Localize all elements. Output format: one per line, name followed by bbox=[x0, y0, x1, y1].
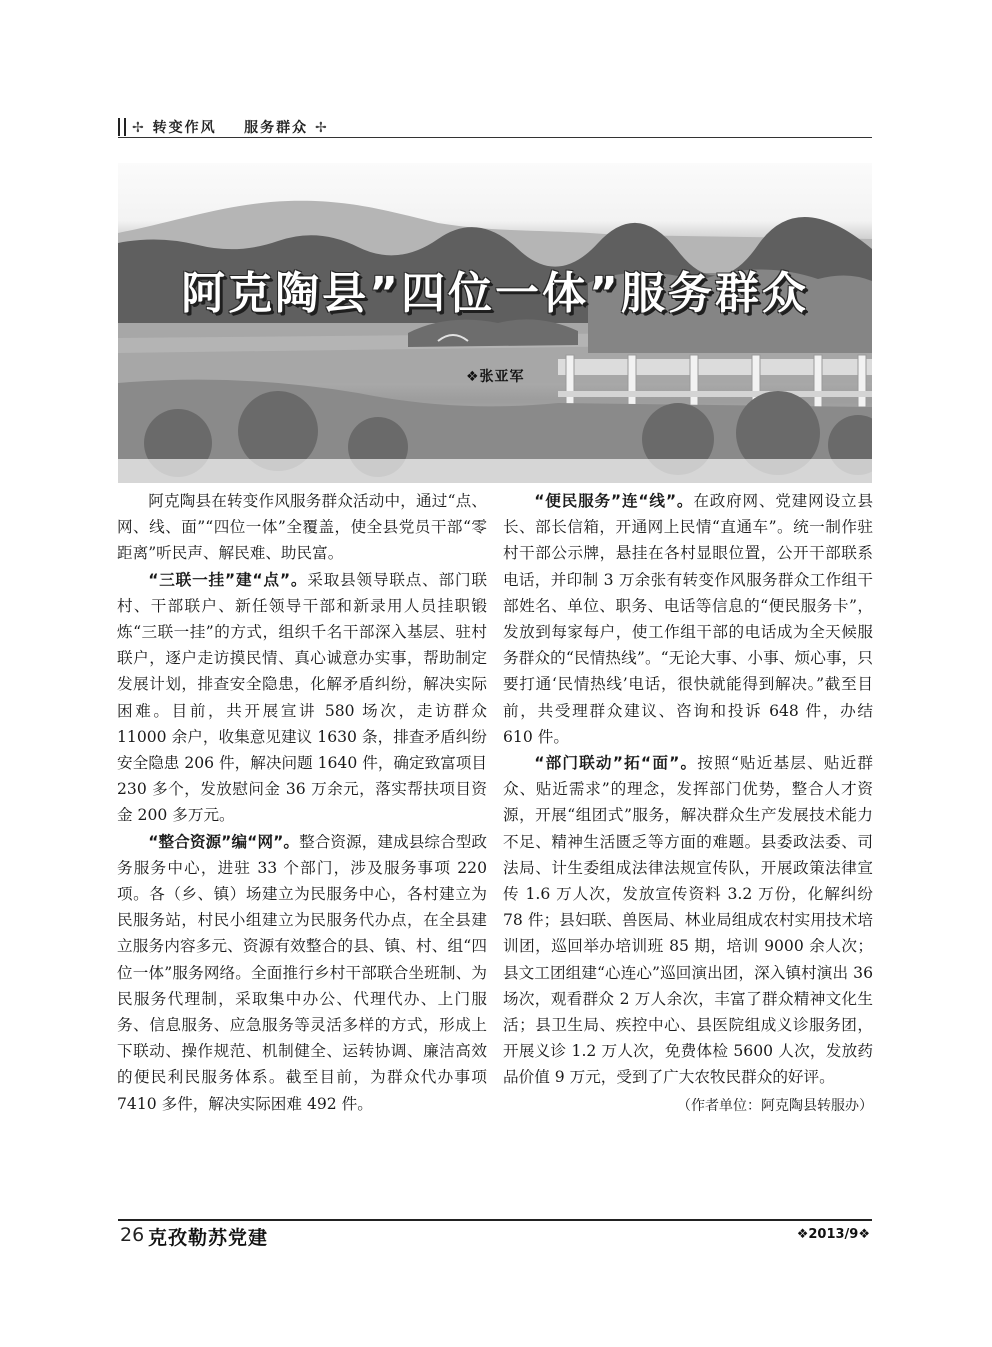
section-header bbox=[118, 117, 872, 139]
magazine-name: 克孜勒苏党建 bbox=[148, 1227, 269, 1249]
page-number: 26 bbox=[120, 1224, 145, 1246]
article-author: ❖张亚军 bbox=[466, 369, 525, 385]
article-title: 阿克陶县”四位一体”服务群众 bbox=[181, 268, 809, 319]
section-title-right: 服务群众 bbox=[244, 120, 309, 136]
ornament-icon: ✢ bbox=[314, 120, 329, 136]
paragraph: “三联一挂”建“点”。采取县领导联点、部门联村、干部联户、新任领导干部和新录用人员挂职锻炼“三联一挂”的方式，组织千名干部深入基层、驻村联户，逐户走访摸民情、真心诚意办实事，帮助制定发展计划，排查安全隐患，化解矛盾纠纷，解决实际困难。目前，共开展宣讲 580 场次，走访群众 11000 余户，收集意见建议 1630 条，排查矛盾纠纷安全隐患 206 件，解决问题 1640 件，确定致富项目 230 多个，发放慰问金 36 万余元，落实帮扶项目资金 200 多万元。 bbox=[117, 570, 487, 825]
header-bars-ornament bbox=[118, 118, 126, 136]
section-title-left: 转变作风 bbox=[152, 120, 217, 136]
paragraph-lead: “整合资源”编“网”。 bbox=[148, 832, 300, 851]
paragraph: “部门联动”拓“面”。按照“贴近基层、贴近群众、贴近需求”的理念，发挥部门优势，整合人才资源，开展“组团式”服务，解决群众生产发展技术能力不足、精神生活匮乏等方面的难题。县委政法委、司法局、计生委组成法律法规宣传队，开展政策法律宣传 1.6 万人次，发放宣传资料 3.2 万份，化解纠纷 78 件；县妇联、兽医局、林业局组成农村实用技术培训团，巡回举办培训班 85 期，培训 9000 余人次；县文工团组建“心连心”巡回演出团，深入镇村演出 36 场次，观看群众 2 万人余次，丰富了群众精神文化生活；县卫生局、疾控中心、县医院组成义诊服务团，开展义诊 1.2 万人次，免费体检 5600 人次，发放药品价值 9 万元，受到了广大农牧民群众的好评。 bbox=[503, 754, 873, 1087]
footer-rule bbox=[118, 1219, 872, 1221]
article-column-right bbox=[503, 488, 873, 1119]
header-rule bbox=[118, 137, 872, 138]
article-column-left bbox=[117, 488, 487, 1117]
landscape-photo bbox=[118, 163, 872, 483]
section-title bbox=[132, 117, 329, 137]
paragraph-lead: “部门联动”拓“面”。 bbox=[534, 754, 698, 773]
paragraph: “便民服务”连“线”。在政府网、党建网设立县长、部长信箱，开通网上民情“直通车”。统一制作驻村干部公示牌，悬挂在各村显眼位置，公开干部联系电话，并印制 3 万余张有转变作风服务群众工作组干部姓名、单位、职务、电话等信息的“便民服务卡”，发放到每家每户，使工作组干部的电话成为全天候服务群众的“民情热线”。“无论大事、小事、烦心事，只要打通‘民情热线’电话，很快就能得到解决。”截至目前，共受理群众建议、咨询和投诉 648 件，办结 610 件。 bbox=[503, 492, 873, 746]
page-footer bbox=[118, 1219, 872, 1251]
paragraph-lead: “三联一挂”建“点”。 bbox=[148, 570, 308, 589]
ornament-icon: ✢ bbox=[132, 120, 146, 136]
banner-image bbox=[118, 163, 872, 483]
issue-date: ❖2013/9❖ bbox=[796, 1227, 870, 1242]
paragraph-lead: “便民服务”连“线”。 bbox=[534, 492, 694, 510]
paragraph: “整合资源”编“网”。整合资源，建成县综合型政务服务中心，进驻 33 个部门，涉及服务事项 220 项。各（乡、镇）场建立为民服务中心，各村建立为民服务站，村民小组建立为民服务代办点，在全县建立服务内容多元、资源有效整合的县、镇、村、组“四位一体”服务网络。全面推行乡村干部联合坐班制、为民服务代理制，采取集中办公、代理代办、上门服务、信息服务、应急服务等灵活多样的方式，形成上下联动、操作规范、机制健全、运转协调、廉洁高效的便民利民服务体系。截至目前，为群众代办事项 7410 多件，解决实际困难 492 件。 bbox=[117, 832, 487, 1113]
paragraph: 阿克陶县在转变作风服务群众活动中，通过“点、网、线、面”“四位一体”全覆盖，使全县党员干部“零距离”听民声、解民难、助民富。 bbox=[117, 492, 487, 563]
author-affiliation: （作者单位：阿克陶县转服办） bbox=[677, 1097, 873, 1114]
